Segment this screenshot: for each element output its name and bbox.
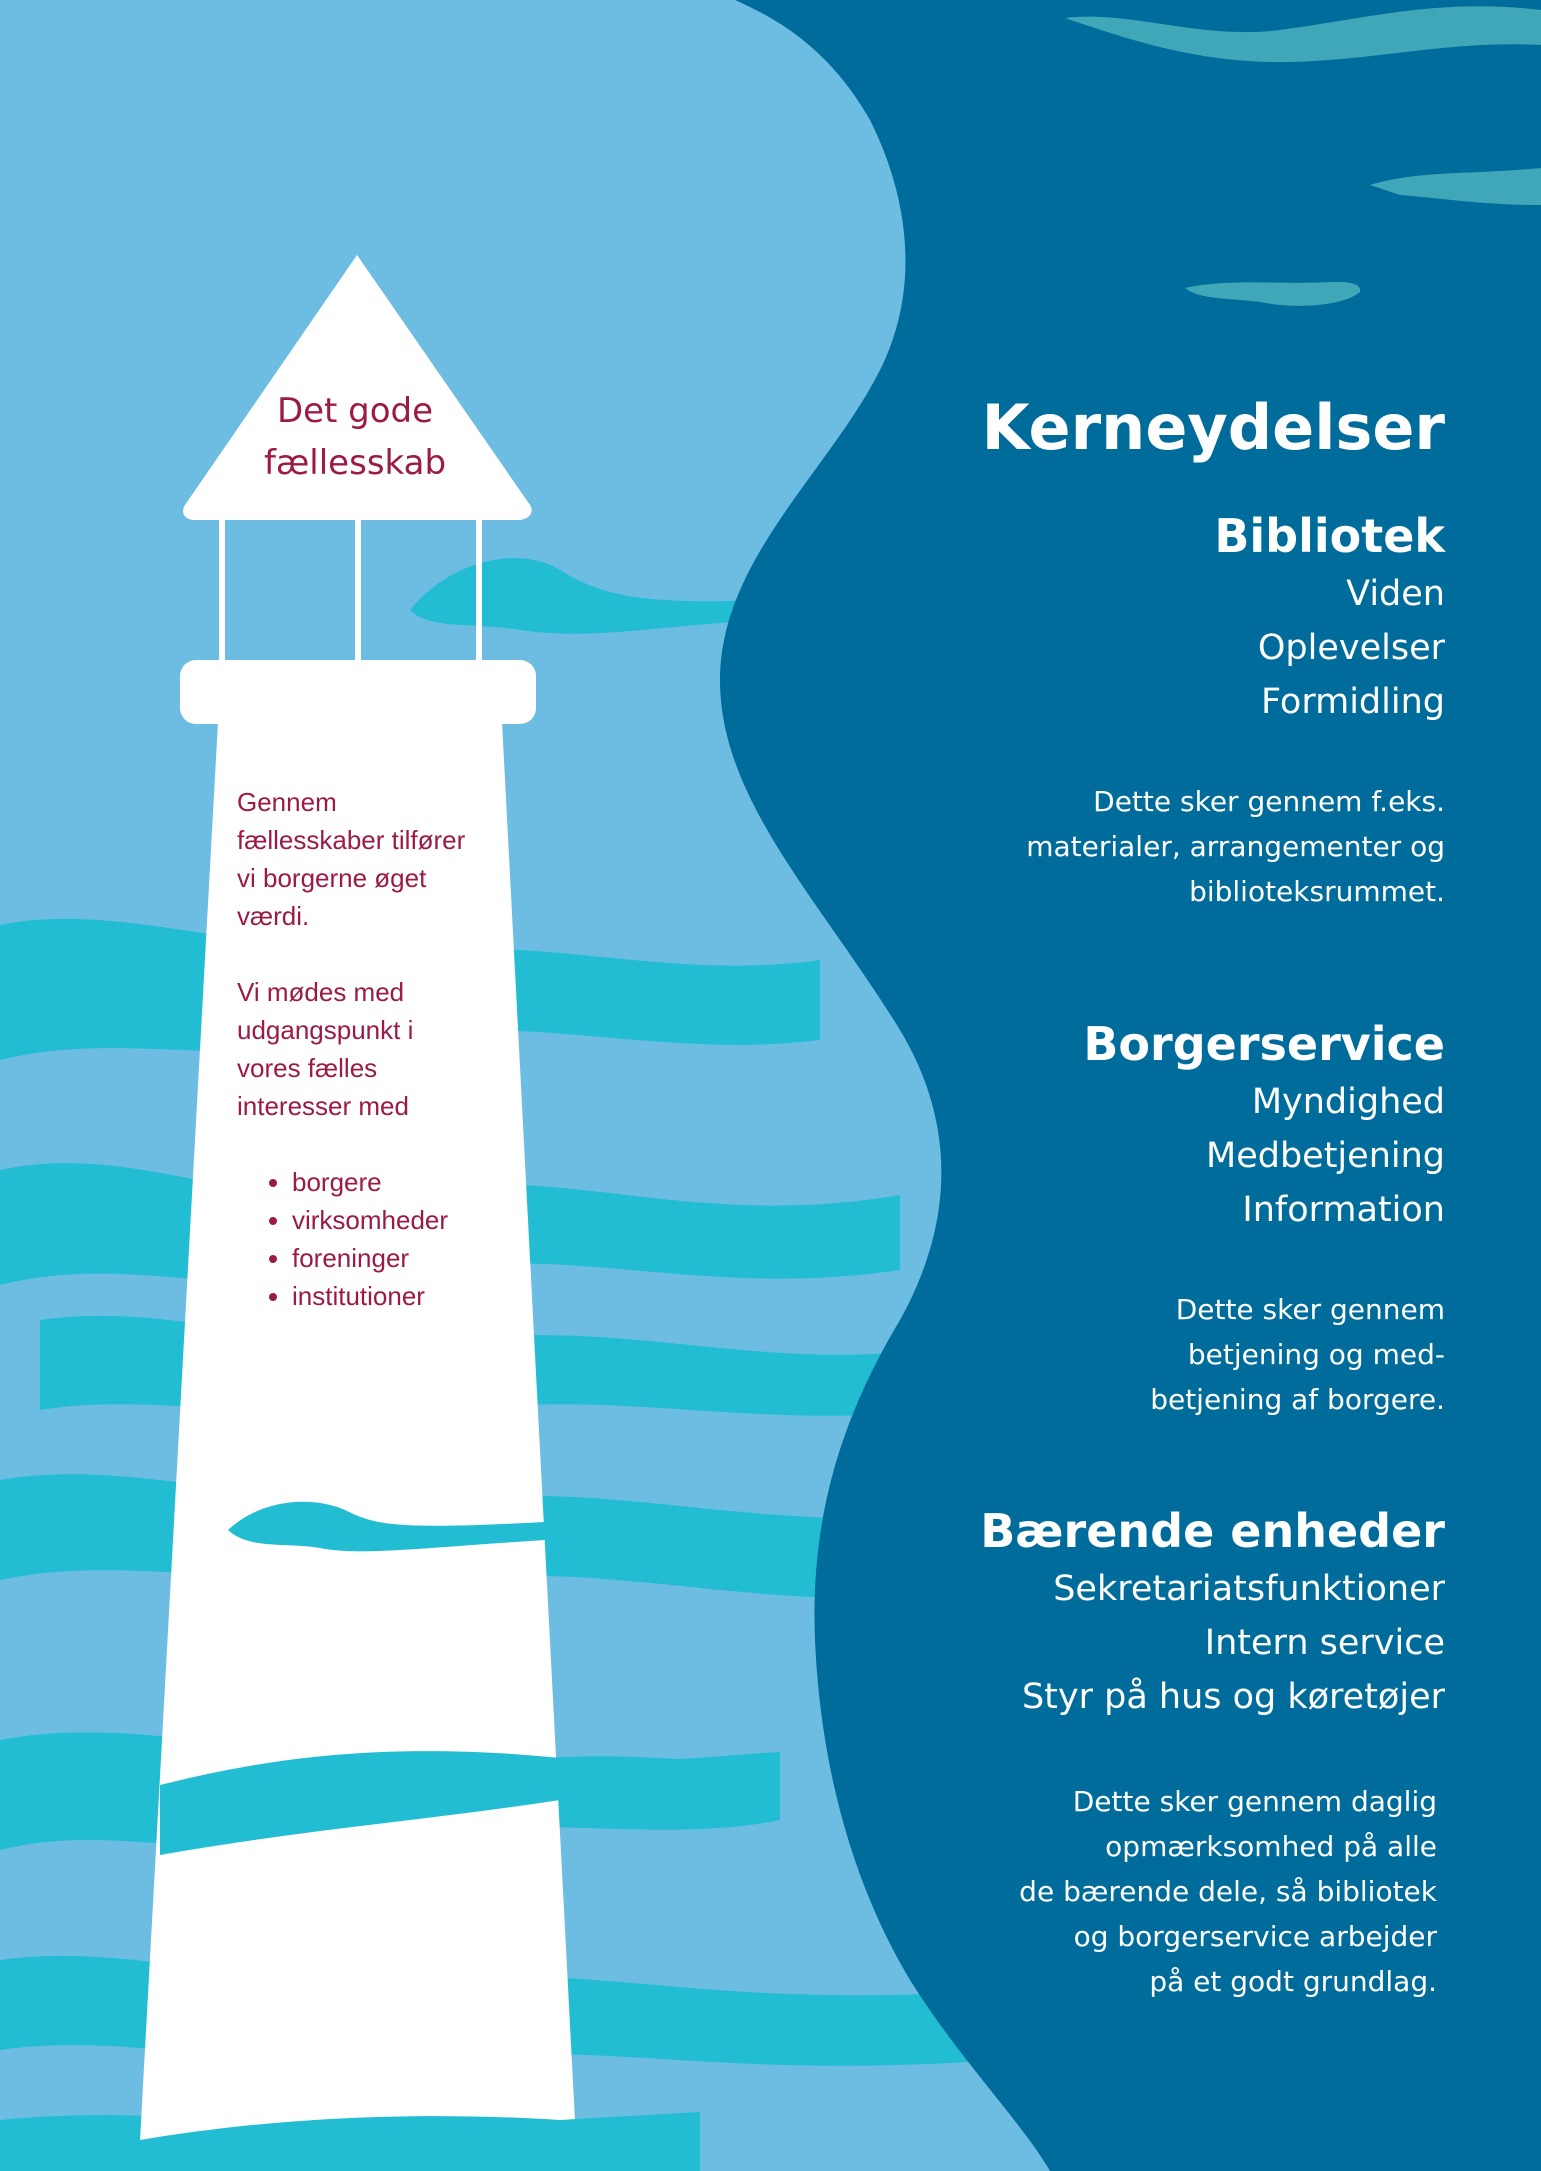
lighthouse-roof-text — [205, 385, 505, 489]
paragraph-line: vores fælles — [237, 1053, 378, 1083]
description-line: betjening af borgere. — [1150, 1383, 1445, 1416]
paragraph-line: værdi. — [237, 901, 310, 931]
description-line: opmærksomhed på alle — [1105, 1830, 1437, 1863]
section-item: Viden — [1346, 574, 1445, 614]
paragraph-gap — [237, 935, 517, 973]
description-line: og borgerservice arbejder — [1073, 1920, 1437, 1953]
section-baerende-enheder — [825, 1500, 1445, 2004]
stakeholder-list — [237, 1163, 517, 1315]
description-line: biblioteksrummet. — [1189, 875, 1445, 908]
paragraph-line: vi borgerne øget — [237, 863, 427, 893]
section-heading: Bærende enheder — [980, 1504, 1445, 1558]
section-item: Styr på hus og køretøjer — [1021, 1677, 1445, 1717]
section-item: Formidling — [1261, 682, 1445, 722]
paragraph-line: Gennem — [237, 787, 337, 817]
roof-line: fællesskab — [263, 443, 447, 483]
section-description — [825, 1779, 1445, 2004]
list-item: • virksomheder — [292, 1201, 517, 1239]
description-line: Dette sker gennem — [1175, 1293, 1445, 1326]
description-line: materialer, arrangementer og — [1026, 830, 1445, 863]
description-line: på et godt grundlag. — [1149, 1965, 1437, 1998]
section-description — [825, 1287, 1445, 1422]
description-line: betjening og med- — [1187, 1338, 1445, 1371]
section-item: Medbetjening — [1206, 1136, 1445, 1176]
paragraph-line: fællesskaber tilfører — [237, 825, 466, 855]
section-borgerservice — [825, 1013, 1445, 1422]
section-item: Intern service — [1204, 1623, 1445, 1663]
section-item: Information — [1242, 1190, 1445, 1230]
roof-line: Det gode — [276, 391, 434, 431]
paragraph-line: udgangspunkt i — [237, 1015, 414, 1045]
section-description — [825, 779, 1445, 914]
section-heading: Borgerservice — [1083, 1017, 1445, 1071]
list-item: • foreninger — [292, 1239, 517, 1277]
lighthouse-body-text — [237, 783, 517, 1315]
section-heading: Bibliotek — [1214, 509, 1445, 563]
list-item: • institutioner — [292, 1277, 517, 1315]
description-line: Dette sker gennem daglig — [1072, 1785, 1437, 1818]
list-item: • borgere — [292, 1163, 517, 1201]
section-bibliotek — [825, 505, 1445, 914]
description-line: de bærende dele, så bibliotek — [1019, 1875, 1437, 1908]
description-line: Dette sker gennem f.eks. — [1093, 785, 1445, 818]
section-item: Myndighed — [1251, 1082, 1445, 1122]
page-title: Kerneydelser — [981, 391, 1445, 464]
section-item: Oplevelser — [1257, 628, 1445, 668]
paragraph-line: interesser med — [237, 1091, 409, 1121]
paragraph-line: Vi mødes med — [237, 977, 405, 1007]
section-item: Sekretariatsfunktioner — [1053, 1569, 1445, 1609]
